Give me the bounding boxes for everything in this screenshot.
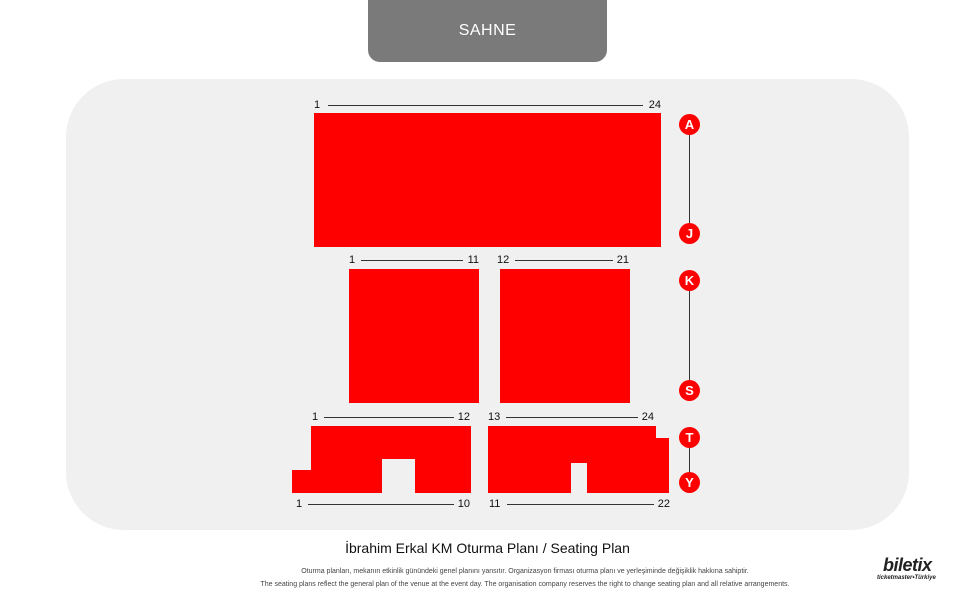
row-line-k-s <box>689 291 690 381</box>
disclaimer-tr: Oturma planları, mekanın etkinlik günündeki genel planını yansıtır. Organizasyon firması oturma planı ve yerleşiminde değişiklik hakkına sahiptir. <box>301 568 749 575</box>
seat-range-start: 11 <box>489 498 501 510</box>
row-line-a-j <box>689 134 690 224</box>
seat-range-start: 1 <box>312 411 319 423</box>
seat-range-start: 1 <box>296 498 303 510</box>
row-marker-j: J <box>679 223 700 244</box>
seat-range-start: 1 <box>314 99 321 111</box>
row-line-t-y <box>689 447 690 473</box>
seating-plan-title: İbrahim Erkal KM Oturma Planı / Seating Plan <box>345 540 630 556</box>
seat-range-end: 24 <box>648 99 661 111</box>
seat-range-line <box>507 504 654 505</box>
seat-range-end: 21 <box>616 254 629 266</box>
seat-range-end: 12 <box>457 411 470 423</box>
biletix-logo <box>877 555 957 581</box>
brand-name: biletix <box>883 555 932 575</box>
seat-range-end: 24 <box>641 411 654 423</box>
seat-range-line <box>308 504 454 505</box>
seat-range-start: 1 <box>349 254 356 266</box>
row-marker-k: K <box>679 270 700 291</box>
stage-label: SAHNE <box>368 0 607 62</box>
row-marker-y: Y <box>679 472 700 493</box>
seat-range-start: 12 <box>497 254 510 266</box>
row-marker-t: T <box>679 427 700 448</box>
row-marker-a: A <box>679 114 700 135</box>
seat-range-end: 11 <box>467 254 479 266</box>
seat-range-bottom-right-bottom <box>489 497 670 511</box>
row-marker-s: S <box>679 380 700 401</box>
seat-range-bottom-left-bottom <box>296 497 470 511</box>
seat-block-bottom-left-shape[interactable] <box>292 426 471 493</box>
seat-range-start: 13 <box>488 411 501 423</box>
disclaimer-en: The seating plans reflect the general plan of the venue at the event day. The organisation company reserves the right to change seating plan and all relative arrangements. <box>260 581 790 588</box>
seat-range-end: 10 <box>457 498 470 510</box>
brand-subtitle: ticketmaster•Türkiye <box>877 575 936 581</box>
seat-block-bottom-right-shape[interactable] <box>488 426 669 493</box>
seat-range-end: 22 <box>657 498 670 510</box>
